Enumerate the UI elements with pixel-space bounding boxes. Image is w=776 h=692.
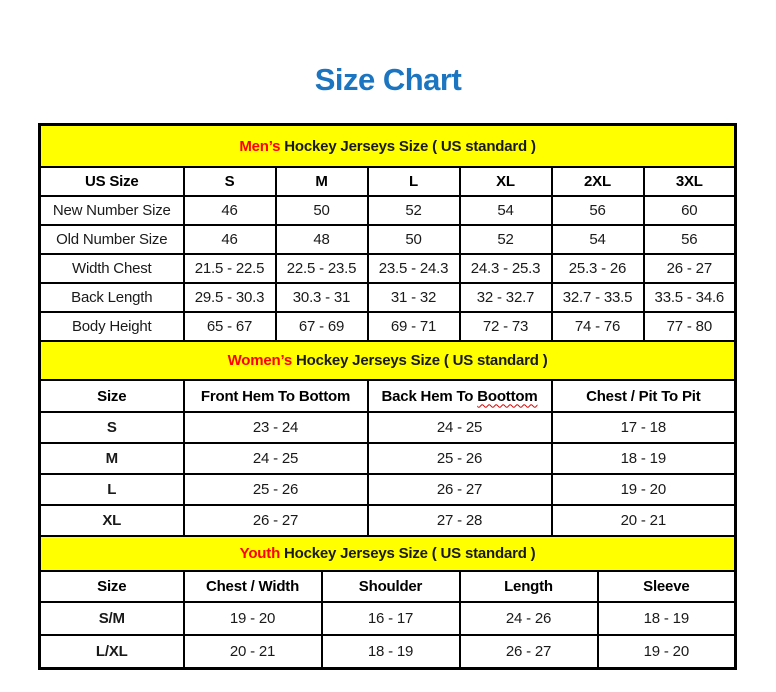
youth-cell: 16 - 17 <box>322 602 460 635</box>
row-label: Body Height <box>40 312 184 341</box>
mens-cell: 74 - 76 <box>552 312 644 341</box>
mens-row-new-number <box>40 196 736 225</box>
row-label: Old Number Size <box>40 225 184 254</box>
mens-cell: 67 - 69 <box>276 312 368 341</box>
womens-cell: 26 - 27 <box>184 505 368 536</box>
womens-cell: 19 - 20 <box>552 474 736 505</box>
mens-cell: 30.3 - 31 <box>276 283 368 312</box>
mens-row-back-length <box>40 283 736 312</box>
womens-cell: 24 - 25 <box>368 412 552 443</box>
mens-header-m: M <box>276 167 368 196</box>
mens-cell: 32 - 32.7 <box>460 283 552 312</box>
youth-header-row <box>40 571 736 602</box>
mens-cell: 54 <box>460 196 552 225</box>
mens-cell: 52 <box>368 196 460 225</box>
womens-cell: 27 - 28 <box>368 505 552 536</box>
mens-cell: 46 <box>184 196 276 225</box>
mens-cell: 50 <box>276 196 368 225</box>
womens-header-front-hem: Front Hem To Bottom <box>184 380 368 412</box>
row-label: Back Length <box>40 283 184 312</box>
mens-cell: 26 - 27 <box>644 254 736 283</box>
youth-row-sm <box>40 602 736 635</box>
womens-row-s <box>40 412 736 443</box>
womens-cell: 24 - 25 <box>184 443 368 474</box>
mens-cell: 54 <box>552 225 644 254</box>
row-label: Width Chest <box>40 254 184 283</box>
mens-cell: 52 <box>460 225 552 254</box>
youth-cell: 19 - 20 <box>184 602 322 635</box>
youth-cell: 26 - 27 <box>460 635 598 669</box>
size-chart-table <box>38 123 737 670</box>
youth-header-size: Size <box>40 571 184 602</box>
womens-header-back-prefix: Back Hem To <box>381 387 478 405</box>
womens-header-back-hem <box>368 380 552 412</box>
mens-cell: 22.5 - 23.5 <box>276 254 368 283</box>
womens-cell: 23 - 24 <box>184 412 368 443</box>
mens-cell: 56 <box>552 196 644 225</box>
mens-row-old-number <box>40 225 736 254</box>
mens-header-s: S <box>184 167 276 196</box>
youth-cell: 19 - 20 <box>598 635 736 669</box>
womens-banner-row <box>40 341 736 380</box>
womens-header-row <box>40 380 736 412</box>
mens-cell: 21.5 - 22.5 <box>184 254 276 283</box>
mens-cell: 48 <box>276 225 368 254</box>
mens-cell: 69 - 71 <box>368 312 460 341</box>
youth-cell: 20 - 21 <box>184 635 322 669</box>
row-label: S <box>40 412 184 443</box>
youth-header-length: Length <box>460 571 598 602</box>
youth-banner-text: Hockey Jerseys Size ( US standard ) <box>280 545 536 562</box>
mens-header-2xl: 2XL <box>552 167 644 196</box>
mens-row-width-chest <box>40 254 736 283</box>
mens-section-banner <box>40 125 736 168</box>
mens-banner-highlight: Men’s <box>239 137 281 155</box>
youth-row-lxl <box>40 635 736 669</box>
mens-cell: 25.3 - 26 <box>552 254 644 283</box>
womens-section-banner <box>40 341 736 380</box>
mens-header-l: L <box>368 167 460 196</box>
youth-header-shoulder: Shoulder <box>322 571 460 602</box>
womens-cell: 17 - 18 <box>552 412 736 443</box>
womens-header-size: Size <box>40 380 184 412</box>
mens-cell: 56 <box>644 225 736 254</box>
youth-banner-highlight: Youth <box>239 545 281 562</box>
womens-cell: 25 - 26 <box>368 443 552 474</box>
mens-header-xl: XL <box>460 167 552 196</box>
row-label: L <box>40 474 184 505</box>
mens-row-body-height <box>40 312 736 341</box>
womens-row-xl <box>40 505 736 536</box>
mens-cell: 24.3 - 25.3 <box>460 254 552 283</box>
mens-cell: 60 <box>644 196 736 225</box>
mens-cell: 65 - 67 <box>184 312 276 341</box>
mens-cell: 29.5 - 30.3 <box>184 283 276 312</box>
row-label: XL <box>40 505 184 536</box>
womens-cell: 18 - 19 <box>552 443 736 474</box>
womens-row-m <box>40 443 736 474</box>
mens-header-row <box>40 167 736 196</box>
mens-cell: 46 <box>184 225 276 254</box>
womens-header-chest: Chest / Pit To Pit <box>552 380 736 412</box>
womens-cell: 20 - 21 <box>552 505 736 536</box>
youth-header-sleeve: Sleeve <box>598 571 736 602</box>
row-label: M <box>40 443 184 474</box>
mens-cell: 33.5 - 34.6 <box>644 283 736 312</box>
mens-cell: 50 <box>368 225 460 254</box>
row-label: L/XL <box>40 635 184 669</box>
youth-header-chest-width: Chest / Width <box>184 571 322 602</box>
youth-section-banner <box>40 536 736 571</box>
page-title: Size Chart <box>314 62 462 97</box>
mens-cell: 31 - 32 <box>368 283 460 312</box>
youth-banner-row <box>40 536 736 571</box>
mens-cell: 72 - 73 <box>460 312 552 341</box>
womens-cell: 26 - 27 <box>368 474 552 505</box>
womens-row-l <box>40 474 736 505</box>
row-label: S/M <box>40 602 184 635</box>
row-label: New Number Size <box>40 196 184 225</box>
mens-cell: 23.5 - 24.3 <box>368 254 460 283</box>
mens-banner-text: Hockey Jerseys Size ( US standard ) <box>280 137 536 155</box>
youth-cell: 18 - 19 <box>322 635 460 669</box>
mens-header-us-size: US Size <box>40 167 184 196</box>
womens-banner-highlight: Women’s <box>227 352 293 369</box>
youth-cell: 18 - 19 <box>598 602 736 635</box>
mens-banner-row <box>40 125 736 168</box>
womens-header-back-misspelled-word: Boottom <box>477 387 538 405</box>
womens-cell: 25 - 26 <box>184 474 368 505</box>
mens-cell: 32.7 - 33.5 <box>552 283 644 312</box>
mens-header-3xl: 3XL <box>644 167 736 196</box>
womens-banner-text: Hockey Jerseys Size ( US standard ) <box>292 352 548 369</box>
youth-cell: 24 - 26 <box>460 602 598 635</box>
mens-cell: 77 - 80 <box>644 312 736 341</box>
